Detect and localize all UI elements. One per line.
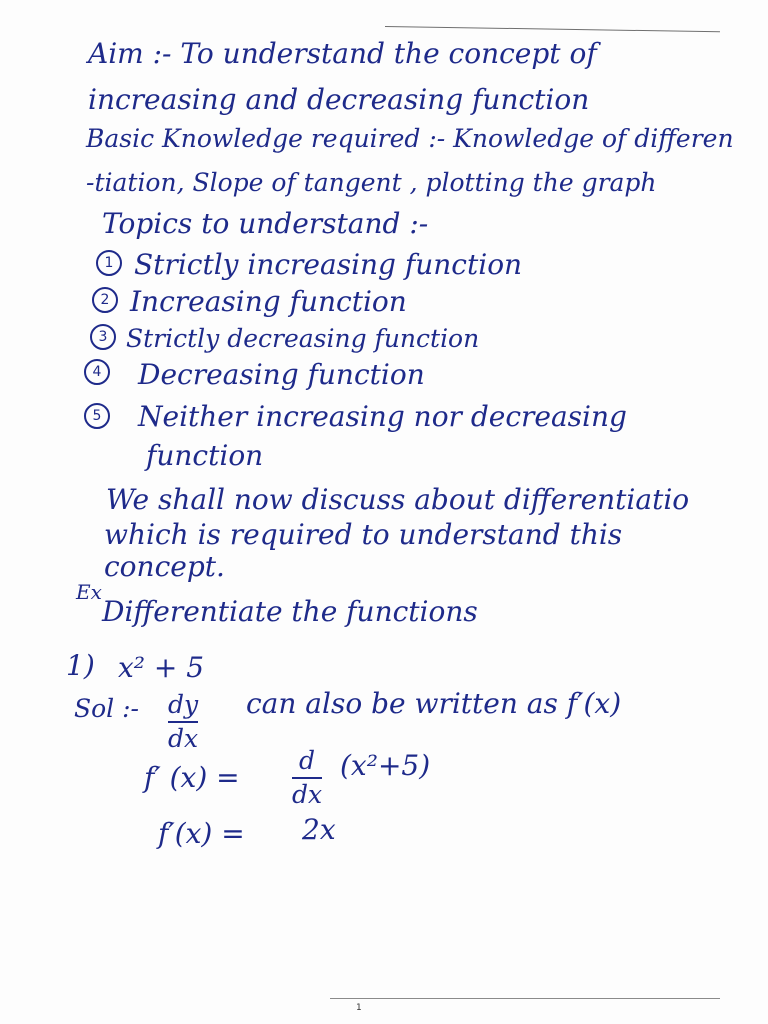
basic-knowledge-line: Basic Knowledge required :- Knowledge of differen: [86, 124, 734, 153]
dx-denominator-2: dx: [292, 780, 323, 810]
step-2-lhs: f′(x) =: [158, 817, 245, 850]
aim-line-cont: increasing and decreasing function: [88, 83, 590, 116]
basic-knowledge-line-cont: -tiation, Slope of tangent , plotting the graph: [86, 168, 657, 197]
topic-5-number: 5: [84, 403, 110, 429]
discussion-line-3: concept.: [104, 550, 225, 583]
topic-2-text: Increasing function: [130, 285, 407, 318]
dy-numerator: dy: [168, 690, 199, 719]
fraction-bar: [168, 721, 198, 723]
topics-heading: Topics to understand :-: [102, 207, 429, 240]
dy-dx-fraction: [168, 692, 198, 753]
step-1-lhs: f′ (x) =: [144, 761, 240, 794]
d-numerator: d: [299, 746, 316, 775]
solution-label: Sol :-: [74, 694, 139, 723]
topic-4-text: Decreasing function: [138, 358, 425, 391]
topic-1-number: 1: [96, 250, 122, 276]
problem-number: 1): [66, 649, 95, 682]
solution-text: can also be written as f′(x): [246, 687, 622, 720]
topic-5-text: Neither increasing nor decreasing: [138, 400, 627, 433]
topic-4-number: 4: [84, 359, 110, 385]
d-dx-fraction: [292, 748, 322, 809]
example-heading: Differentiate the functions: [102, 595, 478, 628]
topic-3-text: Strictly decreasing function: [126, 324, 480, 353]
fraction-bar-2: [292, 777, 322, 779]
topic-1-text: Strictly increasing function: [134, 248, 523, 281]
step-1-rhs: (x²+5): [340, 749, 431, 782]
aim-line: Aim :- To understand the concept of: [88, 37, 597, 70]
example-label: Ex: [76, 580, 102, 604]
problem-expression: x² + 5: [118, 651, 205, 684]
discussion-line-1: We shall now discuss about differentiatio: [106, 483, 690, 516]
dx-denominator: dx: [168, 724, 199, 754]
topic-5-text-cont: function: [146, 439, 264, 472]
bottom-rule-line: [330, 998, 720, 999]
topic-2-number: 2: [92, 287, 118, 313]
page-number: 1: [356, 1003, 362, 1013]
topic-3-number: 3: [90, 324, 116, 350]
discussion-line-2: which is required to understand this: [104, 518, 623, 551]
step-2-rhs: 2x: [302, 813, 336, 846]
top-rule-line: [385, 26, 720, 32]
